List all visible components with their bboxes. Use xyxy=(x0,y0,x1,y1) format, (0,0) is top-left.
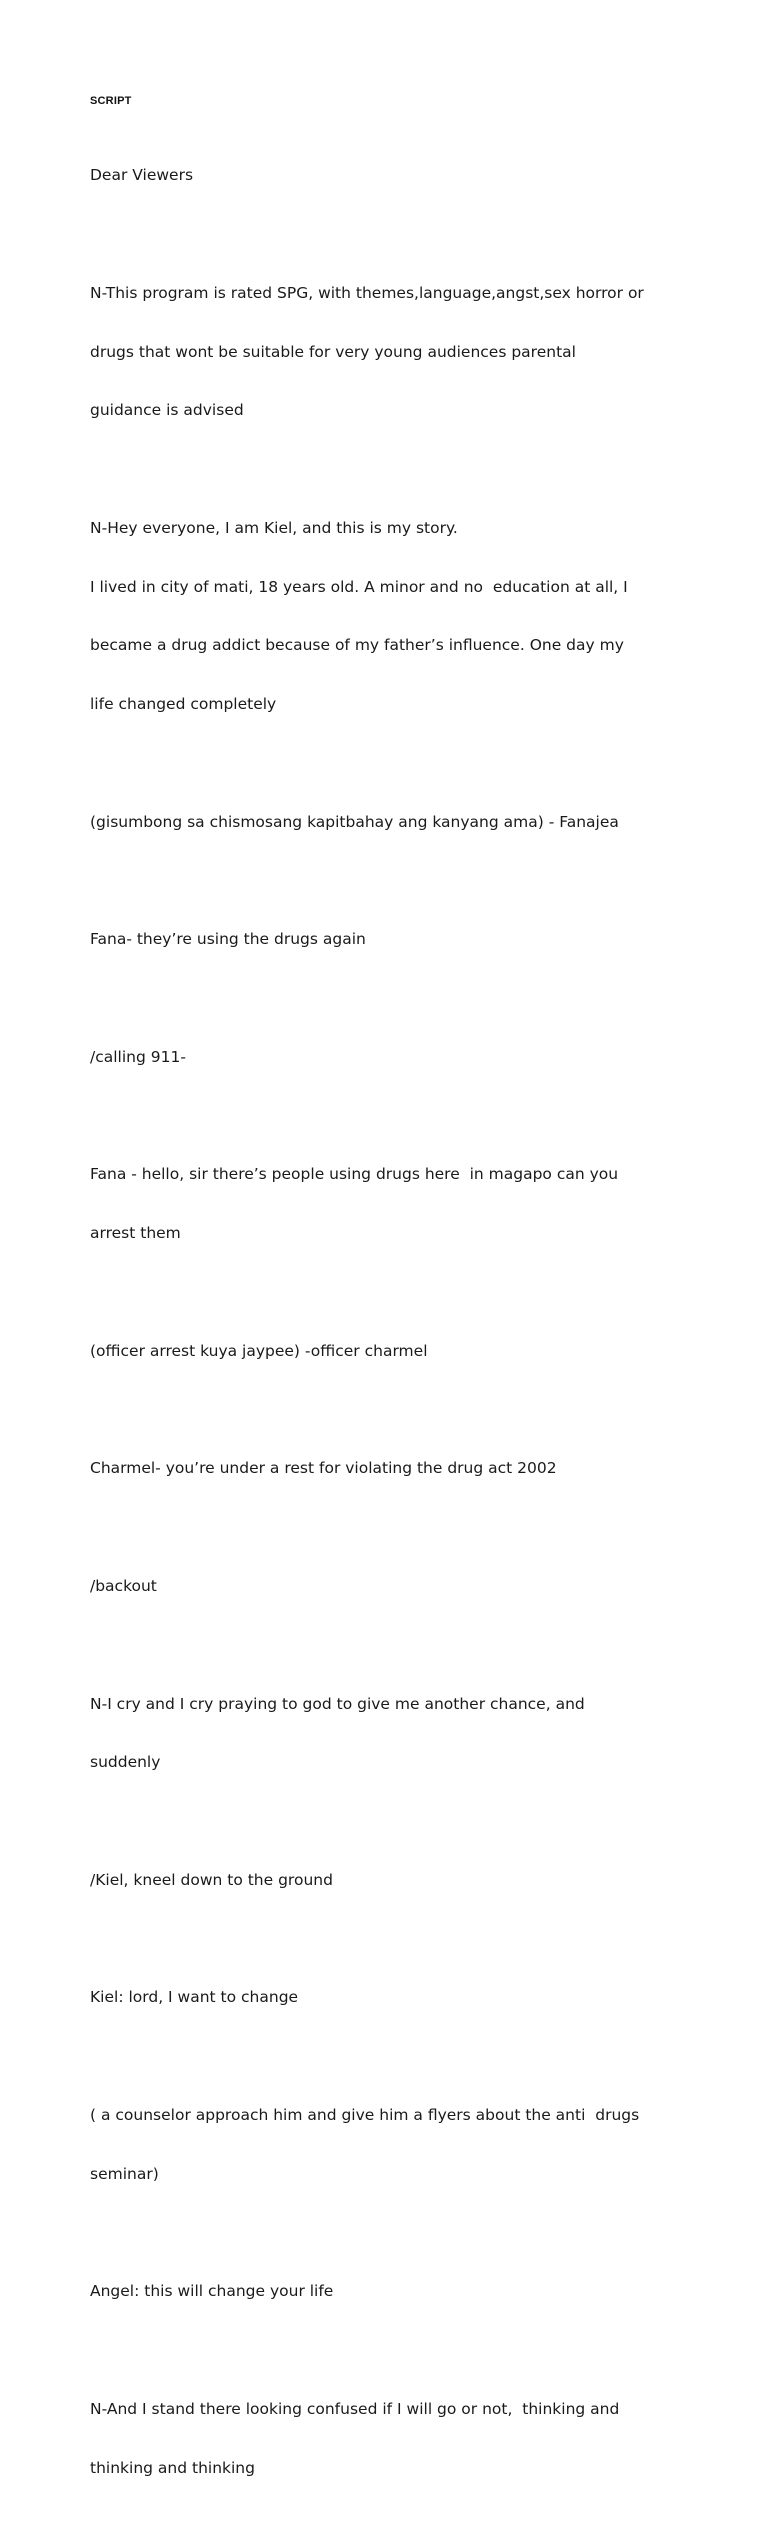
paragraph xyxy=(90,774,690,872)
paragraph xyxy=(90,2067,690,2224)
text-line: became a drug addict because of my father’s influence. One day my xyxy=(90,636,624,655)
text-line: N-This program is rated SPG, with themes,language,angst,sex horror or xyxy=(90,283,644,302)
text-line: life changed completely xyxy=(90,695,277,714)
text-line: /backout xyxy=(90,1576,157,1595)
paragraph xyxy=(90,1009,690,1107)
text-line: (officer arrest kuya jaypee) -officer charmel xyxy=(90,1341,428,1360)
paragraph xyxy=(90,891,690,989)
paragraph xyxy=(90,1538,690,1636)
paragraph xyxy=(90,1832,690,1930)
paragraph xyxy=(90,2243,690,2341)
paragraph xyxy=(90,1126,690,1283)
paragraph xyxy=(90,1655,690,1812)
text-line: Angel: this will change your life xyxy=(90,2282,334,2301)
text-line: Charmel- you’re under a rest for violating the drug act 2002 xyxy=(90,1459,557,1478)
text-line: N-I cry and I cry praying to god to give me another chance, and xyxy=(90,1694,585,1713)
paragraph xyxy=(90,127,690,225)
text-line: (gisumbong sa chismosang kapitbahay ang kanyang ama) - Fanajea xyxy=(90,812,619,831)
text-line: /Kiel, kneel down to the ground xyxy=(90,1870,333,1889)
paragraph xyxy=(90,1949,690,2047)
text-line: thinking and thinking xyxy=(90,2458,255,2477)
text-line: drugs that wont be suitable for very young audiences parental xyxy=(90,342,576,361)
paragraph xyxy=(90,480,690,754)
text-line: seminar) xyxy=(90,2164,159,2183)
text-line: Dear Viewers xyxy=(90,166,194,185)
text-line: arrest them xyxy=(90,1224,181,1243)
text-line: Fana- they’re using the drugs again xyxy=(90,930,366,949)
document-body xyxy=(90,127,690,2537)
paragraph xyxy=(90,2361,690,2518)
document-heading: SCRIPT xyxy=(90,95,132,107)
text-line: guidance is advised xyxy=(90,401,244,420)
paragraph xyxy=(90,1303,690,1401)
text-line: N-Hey everyone, I am Kiel, and this is my story. xyxy=(90,518,458,537)
text-line: Kiel: lord, I want to change xyxy=(90,1988,299,2007)
paragraph xyxy=(90,1420,690,1518)
text-line: Fana - hello, sir there’s people using drugs here in magapo can you xyxy=(90,1165,619,1184)
paragraph xyxy=(90,245,690,461)
text-line: I lived in city of mati, 18 years old. A minor and no education at all, I xyxy=(90,577,628,596)
text-line: /calling 911- xyxy=(90,1047,186,1066)
text-line: N-And I stand there looking confused if I will go or not, thinking and xyxy=(90,2399,620,2418)
text-line: suddenly xyxy=(90,1753,161,1772)
text-line: ( a counselor approach him and give him a flyers about the anti drugs xyxy=(90,2105,640,2124)
